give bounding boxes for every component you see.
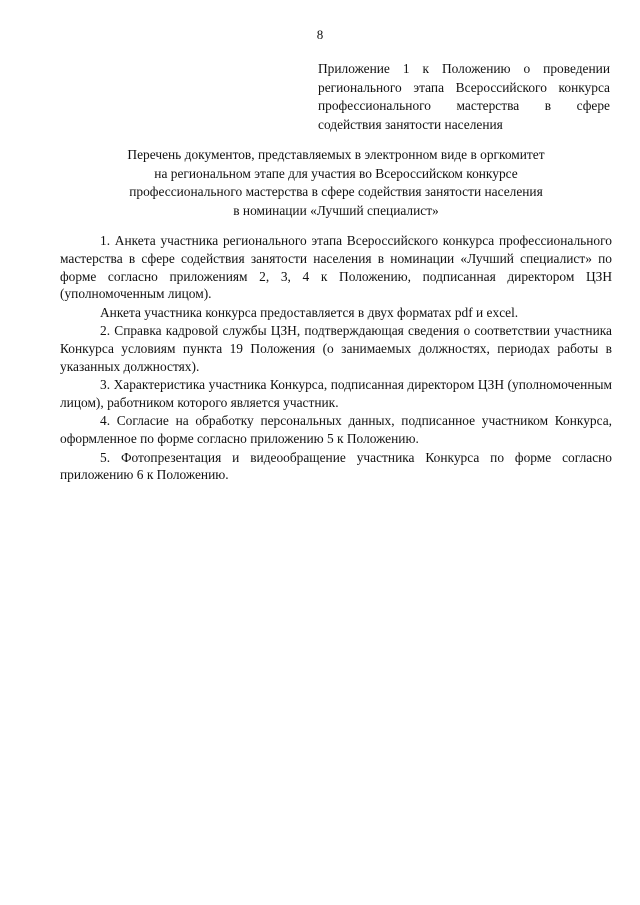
list-item-photo-video: 5. Фотопрезентация и видеообращение участника Конкурса по форме согласно приложению 6 к Положению.	[60, 449, 612, 483]
document-title-line: Перечень документов, представляемых в электронном виде в оргкомитет	[127, 147, 545, 162]
document-title-line: в номинации «Лучший специалист»	[233, 202, 439, 218]
document-body	[60, 232, 612, 485]
page-number: 8	[316, 27, 324, 42]
appendix-note: Приложение 1 к Положению о проведении регионального этапа Всероссийского конкурса профессионального мастерства в сфере содействия занятости населения	[318, 61, 610, 132]
document-title-line: профессионального мастерства в сфере содействия занятости населения	[129, 184, 543, 200]
list-item-data-consent: 4. Согласие на обработку персональных данных, подписанное участником Конкурса, оформленное по форме согласно приложению 5 к Положению.	[60, 413, 612, 447]
list-item-questionnaire: 1. Анкета участника регионального этапа Всероссийского конкурса профессионального мастерства в сфере содействия занятости населения в номинации «Лучший специалист» по форме согласно приложениям 2, 3, 4 к Положению, подписанная директором ЦЗН (уполномоченным лицом).	[60, 233, 612, 302]
document-title	[60, 146, 612, 220]
document-title-line: на региональном этапе для участия во Всероссийском конкурсе	[154, 165, 518, 181]
questionnaire-format-note: Анкета участника конкурса предоставляется в двух форматах pdf и excel.	[100, 304, 519, 320]
list-item-reference: 3. Характеристика участника Конкурса, подписанная директором ЦЗН (уполномоченным лицом), работником которого является участник.	[60, 377, 612, 410]
list-item-hr-certificate: 2. Справка кадровой службы ЦЗН, подтверждающая сведения о соответствии участника Конкурса условиям пункта 19 Положения (о занимаемых должностях, периодах работы в указанных должностях).	[60, 323, 612, 374]
